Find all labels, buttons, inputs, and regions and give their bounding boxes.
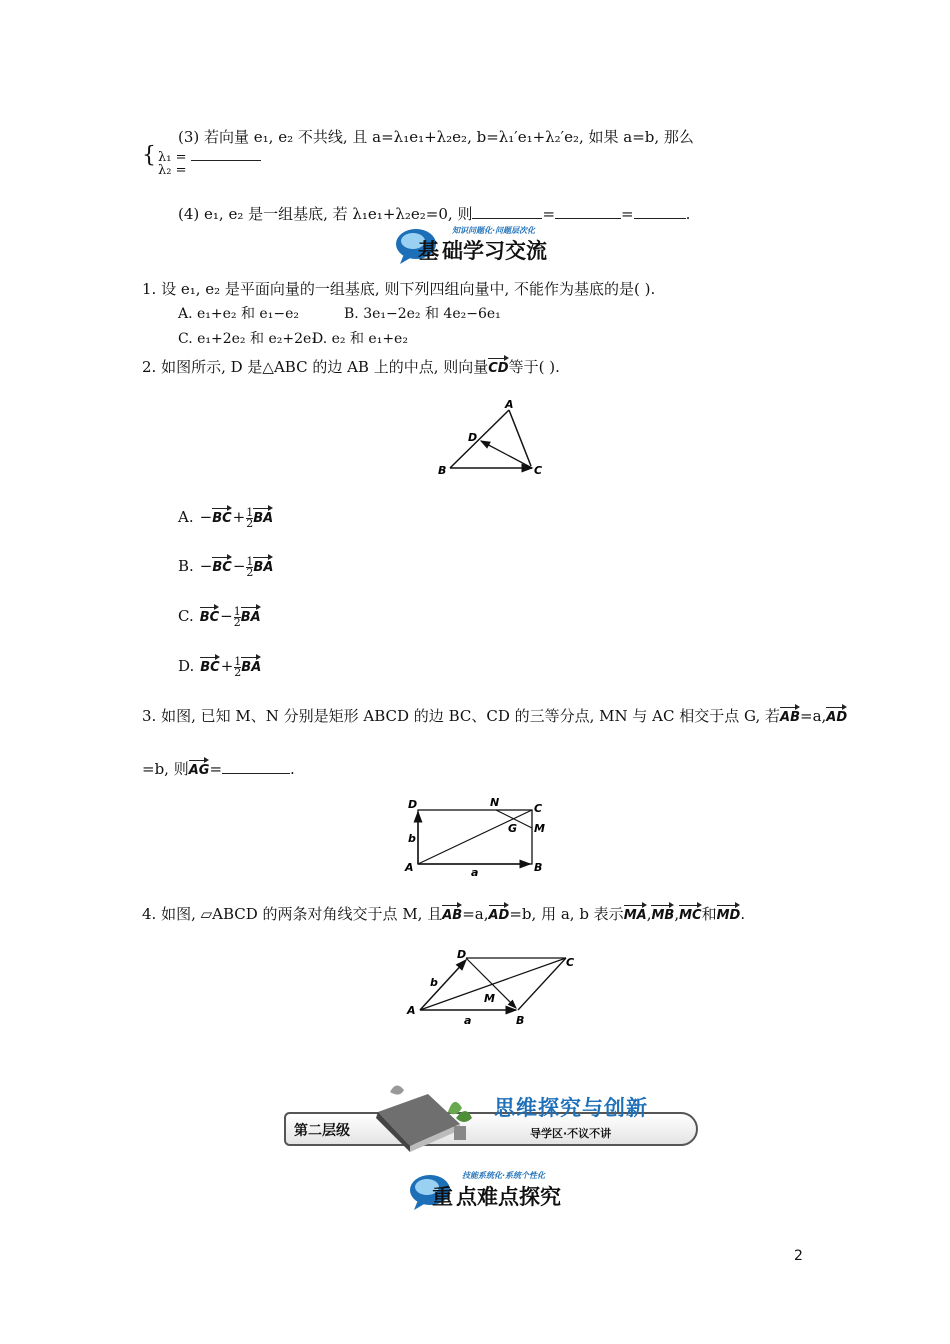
option-vector-ba: BA (253, 554, 273, 575)
p3-label-d: D (408, 798, 418, 811)
p2-label-a: A (505, 398, 514, 411)
p3-label-c: C (534, 802, 543, 815)
banner-key (408, 1168, 588, 1214)
p3-label-b-vec: b (408, 832, 416, 845)
q4-eq1: = (542, 205, 556, 223)
option-vector-ba: BA (241, 654, 261, 675)
p1-option-d[interactable]: D. e₂ 和 e₁+e₂ (312, 331, 408, 347)
p2-option-b[interactable] (178, 554, 273, 578)
option-letter: D. (178, 657, 195, 675)
p3-label-a: A (405, 861, 414, 874)
q3-lambda1: λ₁ = (158, 150, 187, 165)
p1-option-a[interactable]: A. e₁+e₂ 和 e₁−e₂ (178, 306, 299, 322)
option-letter: B. (178, 557, 194, 575)
option-fraction: $\frac{1}{2}$ (234, 654, 242, 679)
option-fraction: $\frac{1}{2}$ (246, 505, 254, 530)
option-vector-bc: BC (200, 654, 219, 675)
p1-option-b[interactable]: B. 3e₁−2e₂ 和 4e₂−6e₁ (344, 306, 501, 322)
banner-basic-title: 基 础学习交流 (418, 239, 547, 263)
p3-label-m: M (534, 822, 545, 835)
banner-key-title: 重 点难点探究 (432, 1185, 561, 1209)
banner-basic (394, 224, 564, 268)
p4-label-b-vec: b (430, 976, 438, 989)
option-sign: + (220, 657, 234, 675)
p4-vec-mb: MB (651, 902, 674, 923)
option-vector-bc: BC (212, 505, 231, 526)
p3-answer-blank[interactable] (222, 759, 290, 774)
p4-label-d: D (457, 948, 467, 961)
p4-label-m: M (484, 992, 495, 1005)
p3-label-g: G (508, 822, 518, 835)
p3-diagonal-ac (418, 810, 532, 864)
p4-label-a: A (407, 1004, 416, 1017)
p2-label-d: D (468, 431, 478, 444)
p2-vec-cd: CD (488, 355, 508, 376)
p1-option-c[interactable]: C. e₁+2e₂ 和 e₂+2e₁ (178, 331, 317, 347)
p2-stem: 2. 如图所示, D 是△ABC 的边 AB 上的中点, 则向量CD等于( ). (142, 355, 560, 377)
p2-vector-cd (481, 441, 532, 468)
q4-blank2[interactable] (555, 204, 621, 219)
option-letter: A. (178, 508, 194, 526)
option-sign: − (220, 607, 233, 625)
p2-label-b: B (438, 464, 447, 477)
p3-vec-ad: AD (826, 704, 847, 725)
option-vector-ba: BA (241, 604, 261, 625)
banner-level2-title: 思维探究与创新 (494, 1096, 648, 1120)
p3-rectangle-figure (400, 796, 550, 878)
p4-parallelogram-figure (402, 946, 587, 1028)
p4-vec-ab: AB (442, 902, 462, 923)
q4-eq2: = (621, 205, 634, 223)
p2-label-c: C (534, 464, 543, 477)
p3-vec-ab: AB (780, 704, 800, 725)
p4-vector-ad (420, 960, 466, 1010)
p2-option-c[interactable] (178, 604, 261, 628)
option-letter: C. (178, 607, 194, 625)
banner-level2 (284, 1072, 702, 1154)
banner-level2-subtitle: 导学区·不议不讲 (530, 1127, 612, 1140)
banner-level2-level: 第二层级 (294, 1123, 350, 1139)
page-number: 2 (794, 1248, 803, 1264)
q3-brace: { λ₁ = λ₂ = (142, 146, 261, 171)
p4-stem: 4. 如图, ▱ABCD 的两条对角线交于点 M, 且AB=a,AD=b, 用 a, b 表示MA,MB,MC和MD. (142, 902, 745, 924)
book-plant-icon (368, 1072, 478, 1152)
option-sign: − (199, 508, 213, 526)
p2-option-d[interactable] (178, 654, 261, 678)
q4-blank3[interactable] (634, 204, 686, 219)
p4-label-b: B (516, 1014, 525, 1027)
option-vector-ba: BA (253, 505, 273, 526)
option-sign: − (199, 557, 213, 575)
p2-triangle-figure (435, 396, 555, 478)
q4-line (178, 203, 690, 224)
p1-stem: 1. 设 e₁, e₂ 是平面向量的一组基底, 则下列四组向量中, 不能作为基底的是( ). (142, 280, 656, 298)
p4-side-bc (518, 958, 566, 1010)
option-vector-bc: BC (200, 604, 219, 625)
p3-vec-ag: AG (189, 757, 210, 778)
banner-basic-tagline: 知识问题化·问题层次化 (452, 226, 536, 235)
p3-label-b: B (534, 861, 543, 874)
option-sign: + (232, 508, 246, 526)
q4-blank1[interactable] (472, 204, 542, 219)
q3-blank1[interactable] (191, 146, 261, 161)
p4-vec-ma: MA (624, 902, 647, 923)
p4-vec-mc: MC (679, 902, 701, 923)
p3-stem: 3. 如图, 已知 M、N 分别是矩形 ABCD 的边 BC、CD 的三等分点, MN 与 AC 相交于点 G, 若AB=a,AD (142, 704, 847, 726)
p3-label-a-vec: a (471, 866, 479, 879)
option-fraction: $\frac{1}{2}$ (246, 554, 254, 579)
p2-option-a[interactable] (178, 505, 273, 529)
p4-vec-ad: AD (489, 902, 510, 923)
p2-side-ba (450, 410, 509, 468)
p4-label-a-vec: a (464, 1014, 472, 1027)
p3-label-n: N (490, 796, 500, 809)
q3-lambda2: λ₂ = (158, 163, 187, 178)
option-sign: − (232, 557, 246, 575)
option-vector-bc: BC (212, 554, 231, 575)
banner-key-tagline: 技能系统化·系统个性化 (462, 1171, 546, 1180)
q4-end: . (685, 205, 691, 223)
p4-label-c: C (566, 956, 575, 969)
q4-text: (4) e₁, e₂ 是一组基底, 若 λ₁e₁+λ₂e₂=0, 则 (178, 205, 473, 223)
p4-vec-md: MD (717, 902, 741, 923)
q3-text: (3) 若向量 e₁, e₂ 不共线, 且 a=λ₁e₁+λ₂e₂, b=λ₁′e₁+λ₂′e₂, 如果 a=b, 那么 (178, 128, 694, 146)
option-fraction: $\frac{1}{2}$ (233, 604, 241, 629)
p3-line2: =b, 则AG= . (142, 757, 295, 779)
